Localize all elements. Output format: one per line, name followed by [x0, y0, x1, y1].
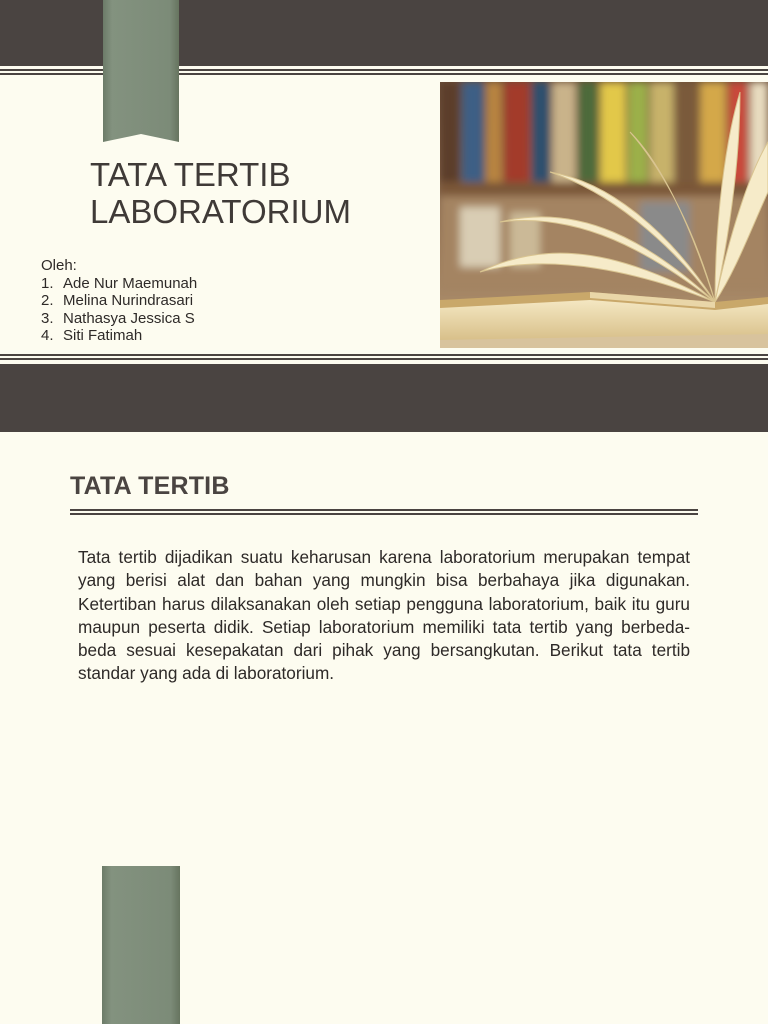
author-list: [41, 275, 197, 345]
list-item: [41, 275, 197, 293]
list-number: 3.: [41, 309, 54, 327]
title-slide: [0, 0, 768, 432]
title-line-2: LABORATORIUM: [90, 193, 351, 230]
title-line-1: TATA TERTIB: [90, 156, 291, 193]
bottom-rule: [0, 354, 768, 356]
by-label: Oleh:: [41, 257, 77, 274]
slide-title: [90, 156, 420, 230]
author-block: [41, 257, 197, 345]
bottom-rule: [0, 358, 768, 360]
section-heading: TATA TERTIB: [70, 472, 230, 500]
list-number: 1.: [41, 274, 54, 292]
bookmark-ribbon: [102, 866, 180, 1024]
heading-rule: [70, 513, 698, 515]
bookmark-ribbon: [103, 0, 179, 142]
author-name: Siti Fatimah: [63, 327, 143, 344]
list-item: [41, 310, 197, 328]
list-number: 4.: [41, 327, 54, 344]
open-book-photo: [440, 82, 768, 348]
list-item: [41, 327, 197, 345]
body-paragraph: Tata tertib dijadikan suatu keharusan karena laboratorium merupakan tempat yang berisi alat dan bahan yang mungkin bisa berbahaya jika digunakan. Ketertiban harus dilaksanakan oleh setiap pengguna laboratorium, baik itu guru maupun peserta didik. Setiap laboratorium memiliki tata tertib yang berbeda-beda sesuai kesepakatan dari pihak yang bersangkutan. Berikut tata tertib standar yang ada di laboratorium.: [78, 547, 690, 684]
heading-rule: [70, 509, 698, 511]
list-item: [41, 292, 197, 310]
author-name: Melina Nurindrasari: [63, 292, 194, 309]
list-number: 2.: [41, 292, 54, 309]
author-name: Ade Nur Maemunah: [63, 274, 198, 292]
bottom-band: [0, 364, 768, 432]
author-name: Nathasya Jessica S: [63, 309, 195, 327]
content-slide: [0, 432, 768, 1024]
